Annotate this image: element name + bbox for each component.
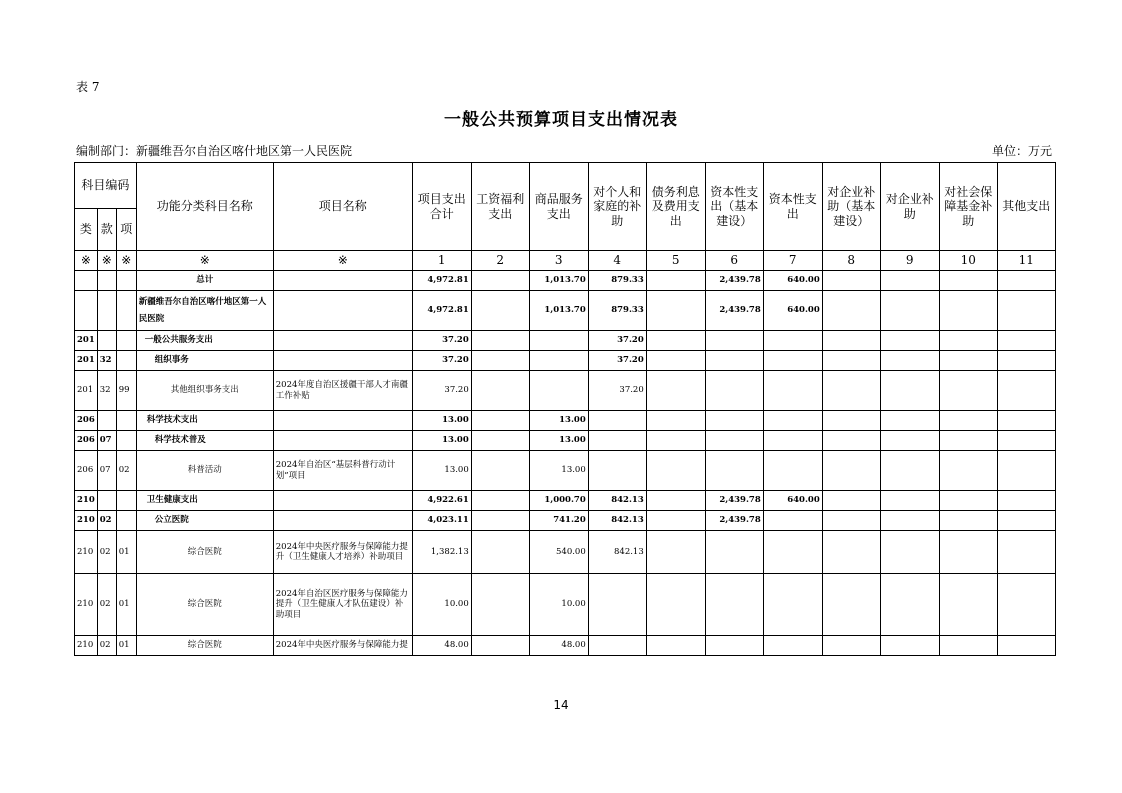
- cell-value-1: 37.20: [412, 371, 471, 411]
- cell-value-2: [471, 531, 529, 574]
- table-row: [75, 574, 1056, 636]
- cell-value-2: [471, 451, 529, 491]
- cell-xiang: 02: [116, 451, 136, 491]
- cell-value-6: 2,439.78: [705, 291, 763, 331]
- cell-xiang: [116, 271, 136, 291]
- cell-value-2: [471, 431, 529, 451]
- table-row: [75, 271, 1056, 291]
- cell-value-10: [939, 411, 997, 431]
- cell-value-1: 13.00: [412, 451, 471, 491]
- table-row: [75, 411, 1056, 431]
- cell-value-3: 13.00: [529, 411, 588, 431]
- header-xiang: 项: [116, 209, 136, 251]
- cell-value-1: 1,382.13: [412, 531, 471, 574]
- cell-value-4: [588, 411, 646, 431]
- cell-value-1: 37.20: [412, 351, 471, 371]
- col-number-11: 11: [997, 251, 1055, 271]
- cell-value-7: [763, 451, 822, 491]
- cell-value-6: 2,439.78: [705, 271, 763, 291]
- header-col-7: 资本性支出: [763, 163, 822, 251]
- cell-kuan: 02: [97, 511, 116, 531]
- cell-lei: 201: [75, 371, 98, 411]
- cell-value-11: [997, 531, 1055, 574]
- cell-value-7: [763, 431, 822, 451]
- cell-value-8: [822, 271, 880, 291]
- cell-value-2: [471, 491, 529, 511]
- cell-project-name: [273, 431, 412, 451]
- cell-xiang: [116, 431, 136, 451]
- cell-project-name: [273, 411, 412, 431]
- cell-function-name: 总计: [136, 271, 273, 291]
- cell-value-6: [705, 431, 763, 451]
- mark-kuan: ※: [97, 251, 116, 271]
- cell-lei: 210: [75, 511, 98, 531]
- cell-value-9: [880, 574, 939, 636]
- cell-value-9: [880, 271, 939, 291]
- cell-value-4: [588, 451, 646, 491]
- cell-function-name: 综合医院: [136, 636, 273, 656]
- cell-lei: 210: [75, 574, 98, 636]
- cell-value-9: [880, 331, 939, 351]
- cell-value-11: [997, 511, 1055, 531]
- header-function-name: 功能分类科目名称: [136, 163, 273, 251]
- col-number-6: 6: [705, 251, 763, 271]
- cell-value-2: [471, 411, 529, 431]
- cell-value-5: [646, 574, 705, 636]
- col-number-9: 9: [880, 251, 939, 271]
- cell-value-11: [997, 451, 1055, 491]
- col-number-7: 7: [763, 251, 822, 271]
- table-row: [75, 511, 1056, 531]
- cell-kuan: [97, 271, 116, 291]
- cell-value-11: [997, 431, 1055, 451]
- cell-value-5: [646, 636, 705, 656]
- cell-value-11: [997, 271, 1055, 291]
- cell-function-name: 综合医院: [136, 574, 273, 636]
- col-number-3: 3: [529, 251, 588, 271]
- cell-xiang: [116, 491, 136, 511]
- cell-value-1: 13.00: [412, 411, 471, 431]
- cell-function-name: 新疆维吾尔自治区喀什地区第一人民医院: [136, 291, 273, 331]
- table-row: [75, 531, 1056, 574]
- department-label: 编制部门：新疆维吾尔自治区喀什地区第一人民医院: [76, 144, 353, 158]
- cell-project-name: 2024年中央医疗服务与保障能力提: [273, 636, 412, 656]
- header-col-10: 对社会保障基金补助: [939, 163, 997, 251]
- cell-value-10: [939, 451, 997, 491]
- header-col-5: 债务利息及费用支出: [646, 163, 705, 251]
- cell-value-8: [822, 574, 880, 636]
- cell-value-11: [997, 411, 1055, 431]
- cell-value-8: [822, 431, 880, 451]
- cell-value-2: [471, 331, 529, 351]
- cell-lei: 210: [75, 491, 98, 511]
- cell-value-9: [880, 351, 939, 371]
- cell-value-11: [997, 636, 1055, 656]
- cell-value-3: [529, 371, 588, 411]
- cell-function-name: 科学技术普及: [136, 431, 273, 451]
- cell-project-name: [273, 491, 412, 511]
- cell-value-8: [822, 291, 880, 331]
- cell-value-9: [880, 291, 939, 331]
- cell-project-name: [273, 331, 412, 351]
- cell-lei: 210: [75, 531, 98, 574]
- table-row: [75, 491, 1056, 511]
- cell-value-3: 540.00: [529, 531, 588, 574]
- cell-value-8: [822, 531, 880, 574]
- col-number-4: 4: [588, 251, 646, 271]
- cell-value-9: [880, 371, 939, 411]
- cell-value-7: [763, 331, 822, 351]
- cell-value-11: [997, 331, 1055, 351]
- header-lei: 类: [75, 209, 98, 251]
- cell-value-4: [588, 574, 646, 636]
- cell-value-11: [997, 351, 1055, 371]
- unit-label: 单位：万元: [991, 144, 1052, 158]
- cell-kuan: 32: [97, 351, 116, 371]
- cell-project-name: [273, 351, 412, 371]
- cell-xiang: [116, 411, 136, 431]
- cell-value-6: [705, 574, 763, 636]
- cell-value-1: 13.00: [412, 431, 471, 451]
- cell-value-3: 1,013.70: [529, 291, 588, 331]
- cell-value-4: 879.33: [588, 291, 646, 331]
- cell-value-5: [646, 271, 705, 291]
- cell-value-6: 2,439.78: [705, 491, 763, 511]
- cell-kuan: [97, 491, 116, 511]
- cell-project-name: 2024年自治区“基层科普行动计划”项目: [273, 451, 412, 491]
- cell-value-6: [705, 371, 763, 411]
- cell-value-7: 640.00: [763, 271, 822, 291]
- header-col-11: 其他支出: [997, 163, 1055, 251]
- cell-value-1: 37.20: [412, 331, 471, 351]
- cell-value-7: [763, 511, 822, 531]
- cell-project-name: [273, 271, 412, 291]
- cell-project-name: [273, 291, 412, 331]
- cell-value-5: [646, 411, 705, 431]
- cell-value-9: [880, 451, 939, 491]
- header-subject-code: 科目编码: [75, 163, 137, 209]
- header-col-2: 工资福利支出: [471, 163, 529, 251]
- cell-value-5: [646, 291, 705, 331]
- header-col-1: 项目支出合计: [412, 163, 471, 251]
- cell-project-name: [273, 511, 412, 531]
- header-kuan: 款: [97, 209, 116, 251]
- cell-value-11: [997, 371, 1055, 411]
- cell-lei: 206: [75, 411, 98, 431]
- cell-lei: 206: [75, 431, 98, 451]
- cell-value-10: [939, 351, 997, 371]
- header-col-4: 对个人和家庭的补助: [588, 163, 646, 251]
- header-col-9: 对企业补助: [880, 163, 939, 251]
- cell-kuan: 07: [97, 451, 116, 491]
- cell-kuan: [97, 291, 116, 331]
- cell-value-4: 37.20: [588, 331, 646, 351]
- cell-value-9: [880, 411, 939, 431]
- cell-value-3: 1,000.70: [529, 491, 588, 511]
- cell-value-6: [705, 636, 763, 656]
- cell-value-2: [471, 351, 529, 371]
- cell-value-1: 4,972.81: [412, 291, 471, 331]
- cell-function-name: 科学技术支出: [136, 411, 273, 431]
- cell-value-2: [471, 271, 529, 291]
- cell-kuan: [97, 331, 116, 351]
- cell-kuan: 02: [97, 636, 116, 656]
- col-number-1: 1: [412, 251, 471, 271]
- table-number: 表 7: [76, 80, 100, 94]
- cell-value-5: [646, 451, 705, 491]
- cell-value-11: [997, 491, 1055, 511]
- cell-value-4: [588, 636, 646, 656]
- cell-value-9: [880, 491, 939, 511]
- header-col-3: 商品服务支出: [529, 163, 588, 251]
- cell-value-3: 48.00: [529, 636, 588, 656]
- cell-function-name: 公立医院: [136, 511, 273, 531]
- cell-function-name: 卫生健康支出: [136, 491, 273, 511]
- cell-value-5: [646, 371, 705, 411]
- cell-value-7: [763, 574, 822, 636]
- cell-xiang: [116, 331, 136, 351]
- cell-value-2: [471, 574, 529, 636]
- cell-lei: 201: [75, 331, 98, 351]
- header-col-6: 资本性支出（基本建设）: [705, 163, 763, 251]
- cell-lei: [75, 271, 98, 291]
- cell-value-5: [646, 431, 705, 451]
- cell-value-8: [822, 411, 880, 431]
- cell-value-3: 13.00: [529, 451, 588, 491]
- cell-value-4: 842.13: [588, 491, 646, 511]
- cell-value-4: 879.33: [588, 271, 646, 291]
- col-number-5: 5: [646, 251, 705, 271]
- cell-value-10: [939, 271, 997, 291]
- cell-project-name: 2024年自治区医疗服务与保障能力提升（卫生健康人才队伍建设）补助项目: [273, 574, 412, 636]
- cell-value-4: 842.13: [588, 531, 646, 574]
- cell-function-name: 综合医院: [136, 531, 273, 574]
- cell-function-name: 科普活动: [136, 451, 273, 491]
- cell-value-4: 37.20: [588, 351, 646, 371]
- mark-function: ※: [136, 251, 273, 271]
- cell-value-6: [705, 451, 763, 491]
- cell-value-10: [939, 574, 997, 636]
- cell-value-10: [939, 491, 997, 511]
- cell-project-name: 2024年中央医疗服务与保障能力提升（卫生健康人才培养）补助项目: [273, 531, 412, 574]
- cell-lei: 206: [75, 451, 98, 491]
- cell-value-5: [646, 351, 705, 371]
- mark-xiang: ※: [116, 251, 136, 271]
- cell-xiang: 01: [116, 531, 136, 574]
- page-title: 一般公共预算项目支出情况表: [444, 110, 678, 130]
- table-row: [75, 451, 1056, 491]
- cell-value-2: [471, 511, 529, 531]
- cell-value-6: [705, 411, 763, 431]
- cell-value-7: 640.00: [763, 291, 822, 331]
- cell-value-10: [939, 331, 997, 351]
- cell-project-name: 2024年度自治区援疆干部人才南疆工作补贴: [273, 371, 412, 411]
- cell-value-8: [822, 371, 880, 411]
- cell-value-10: [939, 511, 997, 531]
- cell-xiang: [116, 291, 136, 331]
- cell-value-7: 640.00: [763, 491, 822, 511]
- cell-xiang: [116, 511, 136, 531]
- cell-value-5: [646, 511, 705, 531]
- cell-value-4: 37.20: [588, 371, 646, 411]
- mark-project: ※: [273, 251, 412, 271]
- header-project-name: 项目名称: [273, 163, 412, 251]
- expenditure-table: [74, 162, 1056, 656]
- mark-lei: ※: [75, 251, 98, 271]
- cell-function-name: 其他组织事务支出: [136, 371, 273, 411]
- cell-value-3: 1,013.70: [529, 271, 588, 291]
- cell-value-10: [939, 531, 997, 574]
- cell-value-7: [763, 531, 822, 574]
- cell-kuan: 32: [97, 371, 116, 411]
- table-row: [75, 351, 1056, 371]
- table-row: [75, 431, 1056, 451]
- cell-kuan: [97, 411, 116, 431]
- cell-value-10: [939, 291, 997, 331]
- cell-value-7: [763, 371, 822, 411]
- cell-kuan: 02: [97, 531, 116, 574]
- cell-lei: [75, 291, 98, 331]
- cell-xiang: 01: [116, 636, 136, 656]
- table-row: [75, 291, 1056, 331]
- header-col-8: 对企业补助（基本建设）: [822, 163, 880, 251]
- col-number-8: 8: [822, 251, 880, 271]
- cell-kuan: 07: [97, 431, 116, 451]
- cell-xiang: 99: [116, 371, 136, 411]
- cell-value-2: [471, 371, 529, 411]
- table-row: [75, 371, 1056, 411]
- cell-value-3: [529, 351, 588, 371]
- cell-value-6: [705, 351, 763, 371]
- cell-lei: 201: [75, 351, 98, 371]
- table-row: [75, 636, 1056, 656]
- cell-value-7: [763, 411, 822, 431]
- cell-value-8: [822, 351, 880, 371]
- cell-value-11: [997, 291, 1055, 331]
- cell-value-9: [880, 531, 939, 574]
- cell-function-name: 一般公共服务支出: [136, 331, 273, 351]
- cell-lei: 210: [75, 636, 98, 656]
- cell-value-1: 10.00: [412, 574, 471, 636]
- cell-value-7: [763, 351, 822, 371]
- cell-value-6: [705, 331, 763, 351]
- cell-value-1: 4,922.61: [412, 491, 471, 511]
- cell-value-1: 4,972.81: [412, 271, 471, 291]
- cell-value-1: 48.00: [412, 636, 471, 656]
- cell-value-4: 842.13: [588, 511, 646, 531]
- cell-value-4: [588, 431, 646, 451]
- cell-value-11: [997, 574, 1055, 636]
- col-number-2: 2: [471, 251, 529, 271]
- cell-value-10: [939, 371, 997, 411]
- page-number: 14: [553, 698, 569, 712]
- cell-value-8: [822, 451, 880, 491]
- cell-value-9: [880, 636, 939, 656]
- cell-value-3: 13.00: [529, 431, 588, 451]
- cell-value-5: [646, 491, 705, 511]
- cell-value-8: [822, 636, 880, 656]
- table-row: [75, 331, 1056, 351]
- cell-xiang: [116, 351, 136, 371]
- cell-value-8: [822, 331, 880, 351]
- cell-value-3: 10.00: [529, 574, 588, 636]
- cell-value-5: [646, 531, 705, 574]
- cell-value-8: [822, 491, 880, 511]
- cell-value-6: [705, 531, 763, 574]
- cell-value-9: [880, 511, 939, 531]
- cell-value-1: 4,023.11: [412, 511, 471, 531]
- cell-xiang: 01: [116, 574, 136, 636]
- cell-value-7: [763, 636, 822, 656]
- cell-value-5: [646, 331, 705, 351]
- cell-value-2: [471, 291, 529, 331]
- cell-value-2: [471, 636, 529, 656]
- col-number-10: 10: [939, 251, 997, 271]
- cell-value-10: [939, 636, 997, 656]
- cell-value-3: [529, 331, 588, 351]
- cell-function-name: 组织事务: [136, 351, 273, 371]
- cell-value-8: [822, 511, 880, 531]
- cell-value-9: [880, 431, 939, 451]
- cell-value-3: 741.20: [529, 511, 588, 531]
- cell-value-6: 2,439.78: [705, 511, 763, 531]
- cell-value-10: [939, 431, 997, 451]
- cell-kuan: 02: [97, 574, 116, 636]
